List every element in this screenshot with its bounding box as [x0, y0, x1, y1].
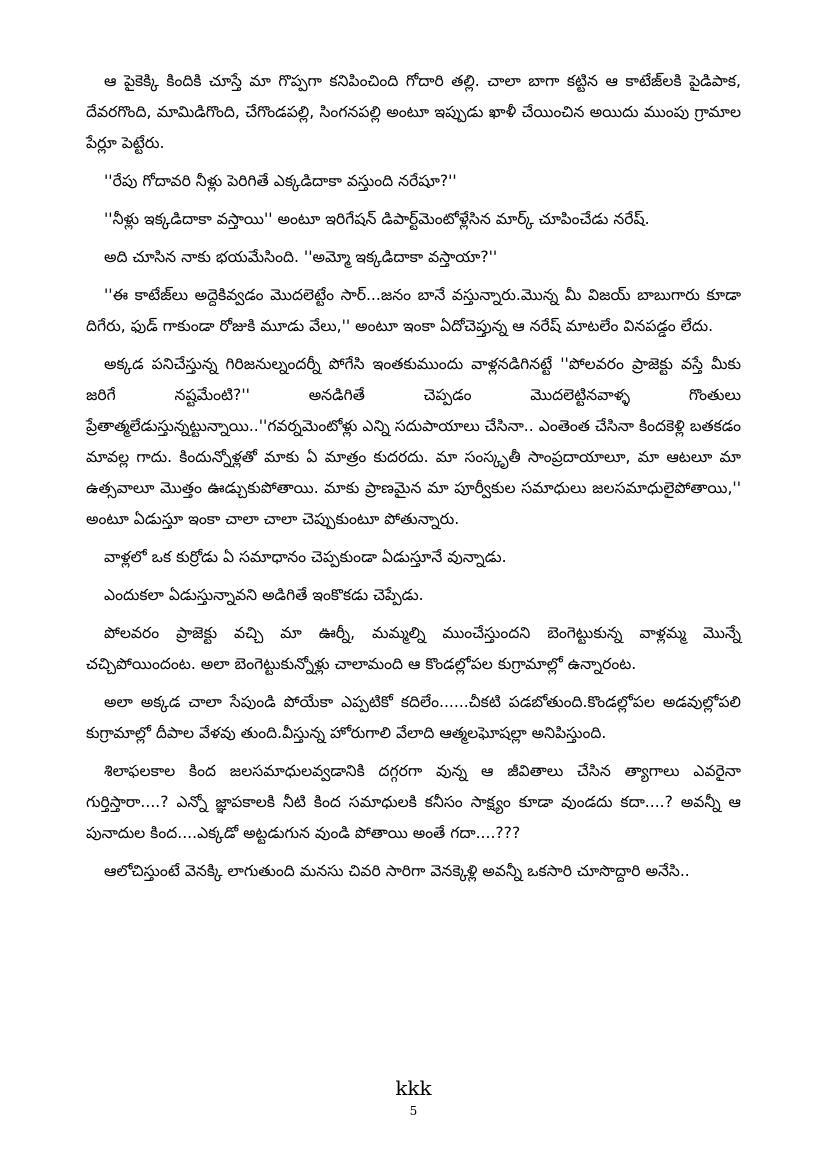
paragraph: వాళ్లలో ఒక కుర్రోడు ఏ సమాధానం చెప్పకుండా ఏడుస్తూనే వున్నాడు.	[104, 548, 507, 566]
page-number: 5	[409, 1104, 418, 1118]
paragraph: ''నీళ్లు ఇక్కడిదాకా వస్తాయి'' అంటూ ఇరిగేషన్ డిపార్ట్‌మెంటోళ్లేసిన మార్క్ చూపించేడు నరేష్.	[104, 210, 650, 228]
paragraph: శిలాఫలకాల కింద జలసమాధులవ్వడానికి దగ్గరగా వున్న ఆ జీవితాలు చేసిన త్యాగాలు ఎవరైనా గుర్తిస్తారా....? ఎన్నో జ్ఞాపకాలకి నీటి కింద సమాధులకి కనీసం సాక్ష్యం కూడా వుండదు కదా....? అవన్నీ ఆ పునాదుల కింద....ఎక్కడో అట్టడుగున వుండి పోతాయి అంతే గదా....???	[86, 762, 741, 842]
paragraph: ''రేపు గోదావరి నీళ్లు పెరిగితే ఎక్కడిదాకా వస్తుంది నరేషూ?''	[104, 172, 457, 190]
paragraph: ఆ పైకెక్కి కిందికి చూస్తే మా గొప్పగా కనిపించింది గోదారి తల్లి. చాలా బాగా కట్టిన ఆ కాటేజ్‌లకి పైడిపాక, దేవరగొంది, మామిడిగొంది, చేగొండపల్లి, సింగనపల్లి అంటూ ఇప్పుడు ఖాళీ చేయించిన అయిదు ముంపు గ్రామాల పేర్లూ పెట్టేరు.	[86, 72, 741, 152]
paragraph: ''ఈ కాటేజ్‌లు అద్దెకివ్వడం మొదలెట్టేం సార్...జనం బానే వస్తున్నారు.మొన్న మీ విజయ్ బాబుగారు కూడా దిగేరు, ఫుడ్ గాకుండా రోజుకి మూడు వేలు,'' అంటూ ఇంకా ఏదోచెప్తున్న ఆ నరేష్ మాటలేం వినపడ్డం లేదు.	[86, 286, 741, 335]
body-text	[86, 66, 741, 887]
paragraph: ఆలోచిస్తుంటే వెనక్కి లాగుతుంది మనసు చివరి సారిగా వెనక్కెళ్లి అవన్నీ ఒకసారి చూసొద్దారి అనేసి..	[104, 862, 690, 880]
paragraph: అలా అక్కడ చాలా సేపుండి పోయేకా ఎప్పటికో కదిలేం......చీకటి పడబోతుంది.కొండల్లోపల అడవుల్లోపలి కుగ్రామాల్లో దీపాల వేళవు తుంది.వీస్తున్న హోరుగాలి వేలాది ఆత్మలఘోషల్లా అనిపిస్తుంది.	[86, 693, 741, 742]
paragraph: పోలవరం ప్రాజెక్టు వచ్చి మా ఊర్నీ, మమ్మల్ని ముంచేస్తుందని బెంగెట్టుకున్న వాళ్లమ్మ మొన్నే చచ్చిపోయిందంట. అలా బెంగెట్టుకున్నోళ్లు చాలామంది ఆ కొండల్లోపల కుగ్రామాల్లో ఉన్నారంట.	[86, 624, 741, 673]
paragraph: ఎందుకలా ఏడుస్తున్నావని అడిగితే ఇంకొకడు చెప్పేడు.	[104, 586, 424, 604]
signoff-text: kkk	[395, 1076, 432, 1100]
paragraph: అది చూసిన నాకు భయమేసింది. ''అమ్మో ఇక్కడిదాకా వస్తాయా?''	[104, 248, 498, 266]
paragraph: అక్కడ పనిచేస్తున్న గిరిజనుల్నందర్నీ పోగేసి ఇంతకుముందు వాళ్లనడిగినట్టే ''పోలవరం ప్రాజెక్టు వస్తే మీకు జరిగే నష్టమేంటి?'' అనడిగితే చెప్పడం మొదలెట్టినవాళ్ళ గొంతులు ప్రేతాత్మలేడుస్తున్నట్టున్నాయి..''గవర్నమెంటోళ్లు ఎన్ని సదుపాయాలు చేసినా.. ఎంతెంత చేసినా కిందకెళ్లి బతకడం మావల్ల గాదు. కిందున్నోళ్లతో మాకు ఏ మాత్రం కుదరదు. మా సంస్కృతీ సాంప్రదాయాలూ, మా ఆటలూ మా ఉత్సవాలూ మొత్తం ఊడ్చుకుపోతాయి. మాకు ప్రాణమైన మా పూర్వీకుల సమాధులు జలసమాధులైపోతాయి,'' అంటూ ఏడుస్తూ ఇంకా చాలా చాలా చెప్పుకుంటూ పోతున్నారు.	[86, 355, 741, 528]
